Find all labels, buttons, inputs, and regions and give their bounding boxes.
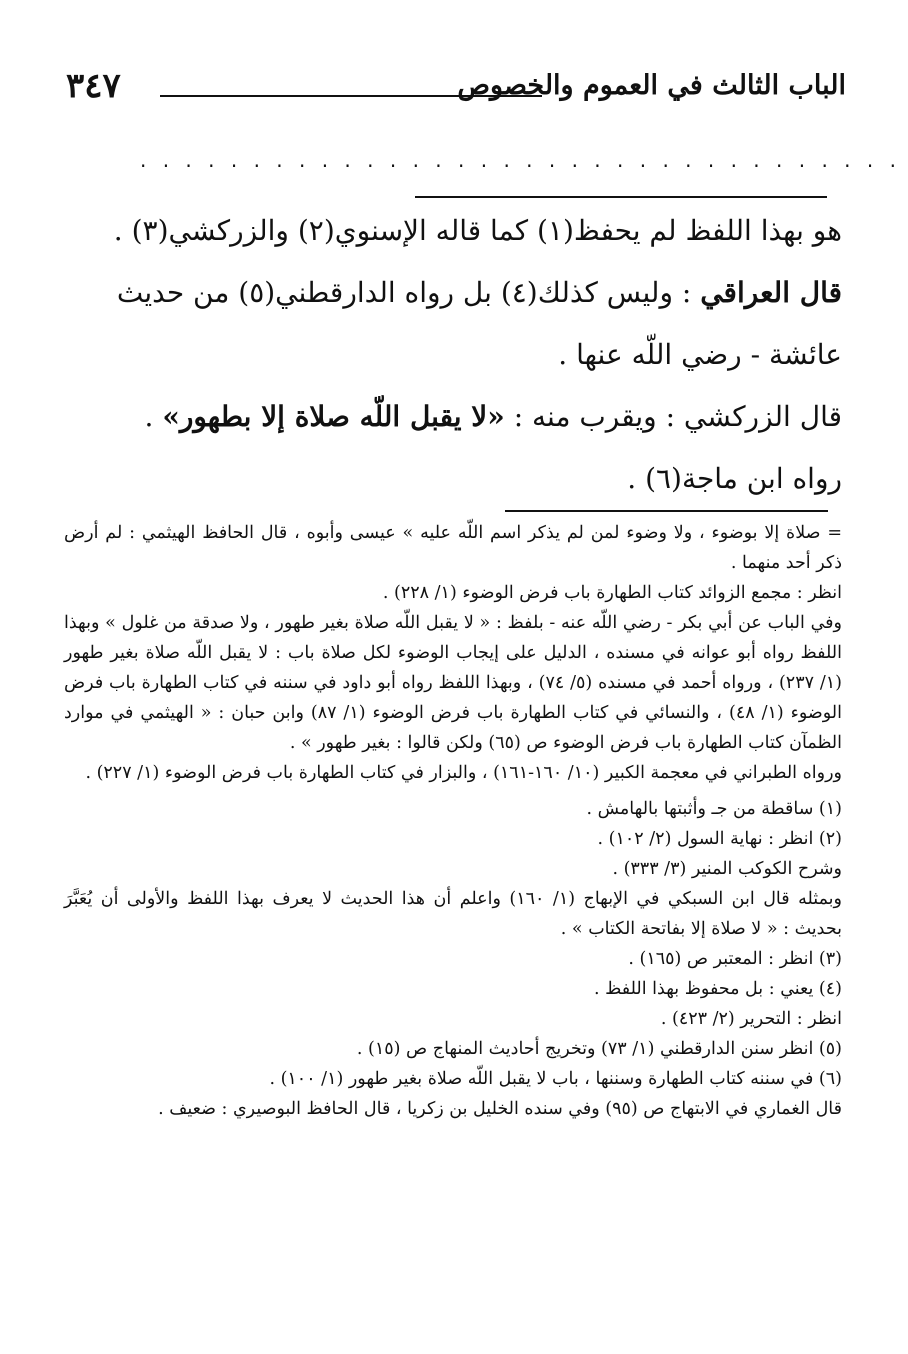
footnote-line: (٤) يعني : بل محفوظ بهذا اللفظ . xyxy=(594,979,842,999)
footnote-rule xyxy=(505,510,828,512)
footnote-line: (٦) في سننه كتاب الطهارة وسننها ، باب لا يقبل اللّه صلاة بغير طهور (١/ ١٠٠) . xyxy=(269,1069,842,1089)
page-number: ٣٤٧ xyxy=(66,66,121,106)
footnote-line: وفي الباب عن أبي بكر - رضي اللّه عنه - بلفظ : « لا يقبل اللّه صلاة بغير طهور ، ولا صدقة من غلول » وبهذا اللفظ رواه أبو عوانه في مسنده ، الدليل على إيجاب الوضوء لكل صلاة باب : لا يقبل اللّه صلاة بغير طهور (١/ ٢٣٧) ، ورواه أحمد في مسنده (٥/ ٧٤) ، وبهذا اللفظ رواه أبو داود في سننه في كتاب الطهارة باب فرض الوضوء (١/ ٤٨) ، والنسائي في كتاب الطهارة باب فرض الوضوء (١/ ٨٧) وابن حبان : « الهيثمي في موارد الظمآن كتاب الطهارة باب فرض الوضوء ص (٦٥) ولكن قالوا : بغير طهور » . xyxy=(64,613,842,753)
footnote-line: (١) ساقطة من جـ وأثبتها بالهامش . xyxy=(586,799,842,819)
chapter-title: الباب الثالث في العموم والخصوص xyxy=(457,70,846,101)
footnote-line: = صلاة إلا بوضوء ، ولا وضوء لمن لم يذكر اسم اللّه عليه » عيسى وأبوه ، قال الحافظ الهيثمي : لم أرض ذكر أحد منهما . xyxy=(64,523,842,573)
paragraph-3-end: . xyxy=(144,400,154,433)
footnote-line: وبمثله قال ابن السبكي في الإبهاج (١/ ١٦٠) واعلم أن هذا الحديث لا يعرف بهذا اللفظ والأولى أن يُعَبَّرَ بحديث : « لا صلاة إلا بفاتحة الكتاب » . xyxy=(64,889,843,939)
footnotes xyxy=(64,518,842,1124)
footnote-line: قال الغماري في الابتهاج ص (٩٥) وفي سنده الخليل بن زكريا ، قال الحافظ البوصيري : ضعيف . xyxy=(158,1099,842,1119)
footnote-line: انظر : مجمع الزوائد كتاب الطهارة باب فرض الوضوء (١/ ٢٢٨) . xyxy=(382,583,842,603)
footnote-line: (٢) انظر : نهاية السول (٢/ ١٠٢) . xyxy=(597,829,842,849)
paragraph-4: رواه ابن ماجة(٦) . xyxy=(627,462,842,495)
main-text xyxy=(60,200,842,510)
paragraph-2 xyxy=(60,262,842,386)
paragraph-3-quote: «لا يقبل اللّه صلاة إلا بطهور» xyxy=(162,400,505,433)
dotted-separator: · · · · · · · · · · · · · · · · · · · · · · · · · · · · · · · · · · xyxy=(140,154,901,178)
footnote-line: (٣) انظر : المعتبر ص (١٦٥) . xyxy=(628,949,842,969)
section-rule xyxy=(415,196,827,198)
paragraph-2-body: : وليس كذلك(٤) بل رواه الدارقطني(٥) من حديث عائشة - رضي اللّه عنها . xyxy=(116,276,842,371)
paragraph-1: هو بهذا اللفظ لم يحفظ(١) كما قاله الإسنوي(٢) والزركشي(٣) . xyxy=(113,214,842,247)
footnote-line: ورواه الطبراني في معجمة الكبير (١٠/ ١٦٠-١٦١) ، والبزار في كتاب الطهارة باب فرض الوضوء (١/ ٢٢٧) . xyxy=(85,763,842,783)
paragraph-3-lead: قال الزركشي : ويقرب منه : xyxy=(513,400,842,433)
footnote-line: (٥) انظر سنن الدارقطني (١/ ٧٣) وتخريج أحاديث المنهاج ص (١٥) . xyxy=(356,1039,842,1059)
paragraph-3 xyxy=(60,386,842,448)
paragraph-2-lead: قال العراقي xyxy=(700,276,842,309)
footnote-line: انظر : التحرير (٢/ ٤٢٣) . xyxy=(660,1009,842,1029)
footnote-line: وشرح الكوكب المنير (٣/ ٣٣٣) . xyxy=(612,859,842,879)
